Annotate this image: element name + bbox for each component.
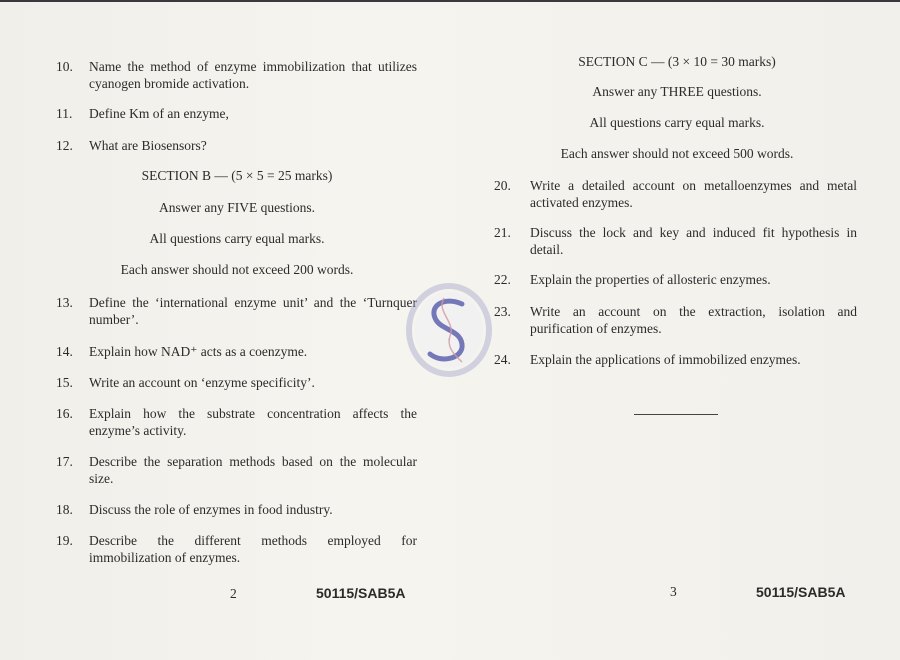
question-text: Define the ‘international enzyme unit’ and the ‘Turnquer number’. bbox=[89, 295, 417, 327]
section-c-instruction: All questions carry equal marks. bbox=[589, 115, 765, 130]
question-number: 21. bbox=[494, 225, 511, 240]
question-text: Explain the applications of immobilized enzymes. bbox=[530, 352, 801, 367]
page-number: 3 bbox=[670, 584, 677, 599]
page-number: 2 bbox=[230, 586, 237, 601]
question-number: 13. bbox=[56, 295, 73, 310]
question-text: Discuss the lock and key and induced fit hypothesis in detail. bbox=[530, 225, 857, 257]
section-b-instruction: Answer any FIVE questions. bbox=[159, 200, 315, 215]
section-b-heading: SECTION B — (5 × 5 = 25 marks) bbox=[141, 168, 333, 183]
section-c-heading: SECTION C — (3 × 10 = 30 marks) bbox=[578, 54, 776, 69]
question-text: Describe the different methods employed for immobilization of enzymes. bbox=[89, 533, 417, 565]
question-number: 14. bbox=[56, 344, 73, 359]
question-number: 16. bbox=[56, 406, 73, 421]
question-number: 22. bbox=[494, 272, 511, 287]
section-c-instruction: Answer any THREE questions. bbox=[592, 84, 762, 99]
question-text: Describe the separation methods based on the molecular size. bbox=[89, 454, 417, 486]
question-number: 12. bbox=[56, 138, 73, 153]
question-text: What are Biosensors? bbox=[89, 138, 207, 153]
question-number: 20. bbox=[494, 178, 511, 193]
section-b-instruction: Each answer should not exceed 200 words. bbox=[120, 262, 354, 277]
top-edge bbox=[0, 0, 900, 2]
end-rule bbox=[634, 414, 718, 415]
question-text: Write an account on the extraction, isolation and purification of enzymes. bbox=[530, 304, 857, 336]
question-number: 23. bbox=[494, 304, 511, 319]
question-text: Name the method of enzyme immobilization that utilizes cyanogen bromide activation. bbox=[89, 59, 417, 91]
paper-code: 50115/SAB5A bbox=[316, 585, 406, 601]
watermark-letter: S bbox=[448, 339, 450, 341]
question-number: 10. bbox=[56, 59, 73, 74]
question-text: Explain how NAD⁺ acts as a coenzyme. bbox=[89, 344, 308, 359]
question-text: Discuss the role of enzymes in food industry. bbox=[89, 502, 333, 517]
watermark-logo-icon bbox=[404, 282, 494, 378]
question-text: Explain how the substrate concentration affects the enzyme’s activity. bbox=[89, 406, 417, 438]
section-c-instruction: Each answer should not exceed 500 words. bbox=[560, 146, 794, 161]
question-number: 11. bbox=[56, 106, 73, 121]
paper-code: 50115/SAB5A bbox=[756, 584, 846, 600]
question-text: Explain the properties of allosteric enzymes. bbox=[530, 272, 771, 287]
question-text: Define Km of an enzyme, bbox=[89, 106, 229, 121]
question-text: Write a detailed account on metalloenzymes and metal activated enzymes. bbox=[530, 178, 857, 210]
question-number: 17. bbox=[56, 454, 73, 469]
question-number: 18. bbox=[56, 502, 73, 517]
question-number: 24. bbox=[494, 352, 511, 367]
section-b-instruction: All questions carry equal marks. bbox=[149, 231, 325, 246]
question-number: 19. bbox=[56, 533, 73, 548]
question-text: Write an account on ‘enzyme specificity’. bbox=[89, 375, 315, 390]
question-number: 15. bbox=[56, 375, 73, 390]
